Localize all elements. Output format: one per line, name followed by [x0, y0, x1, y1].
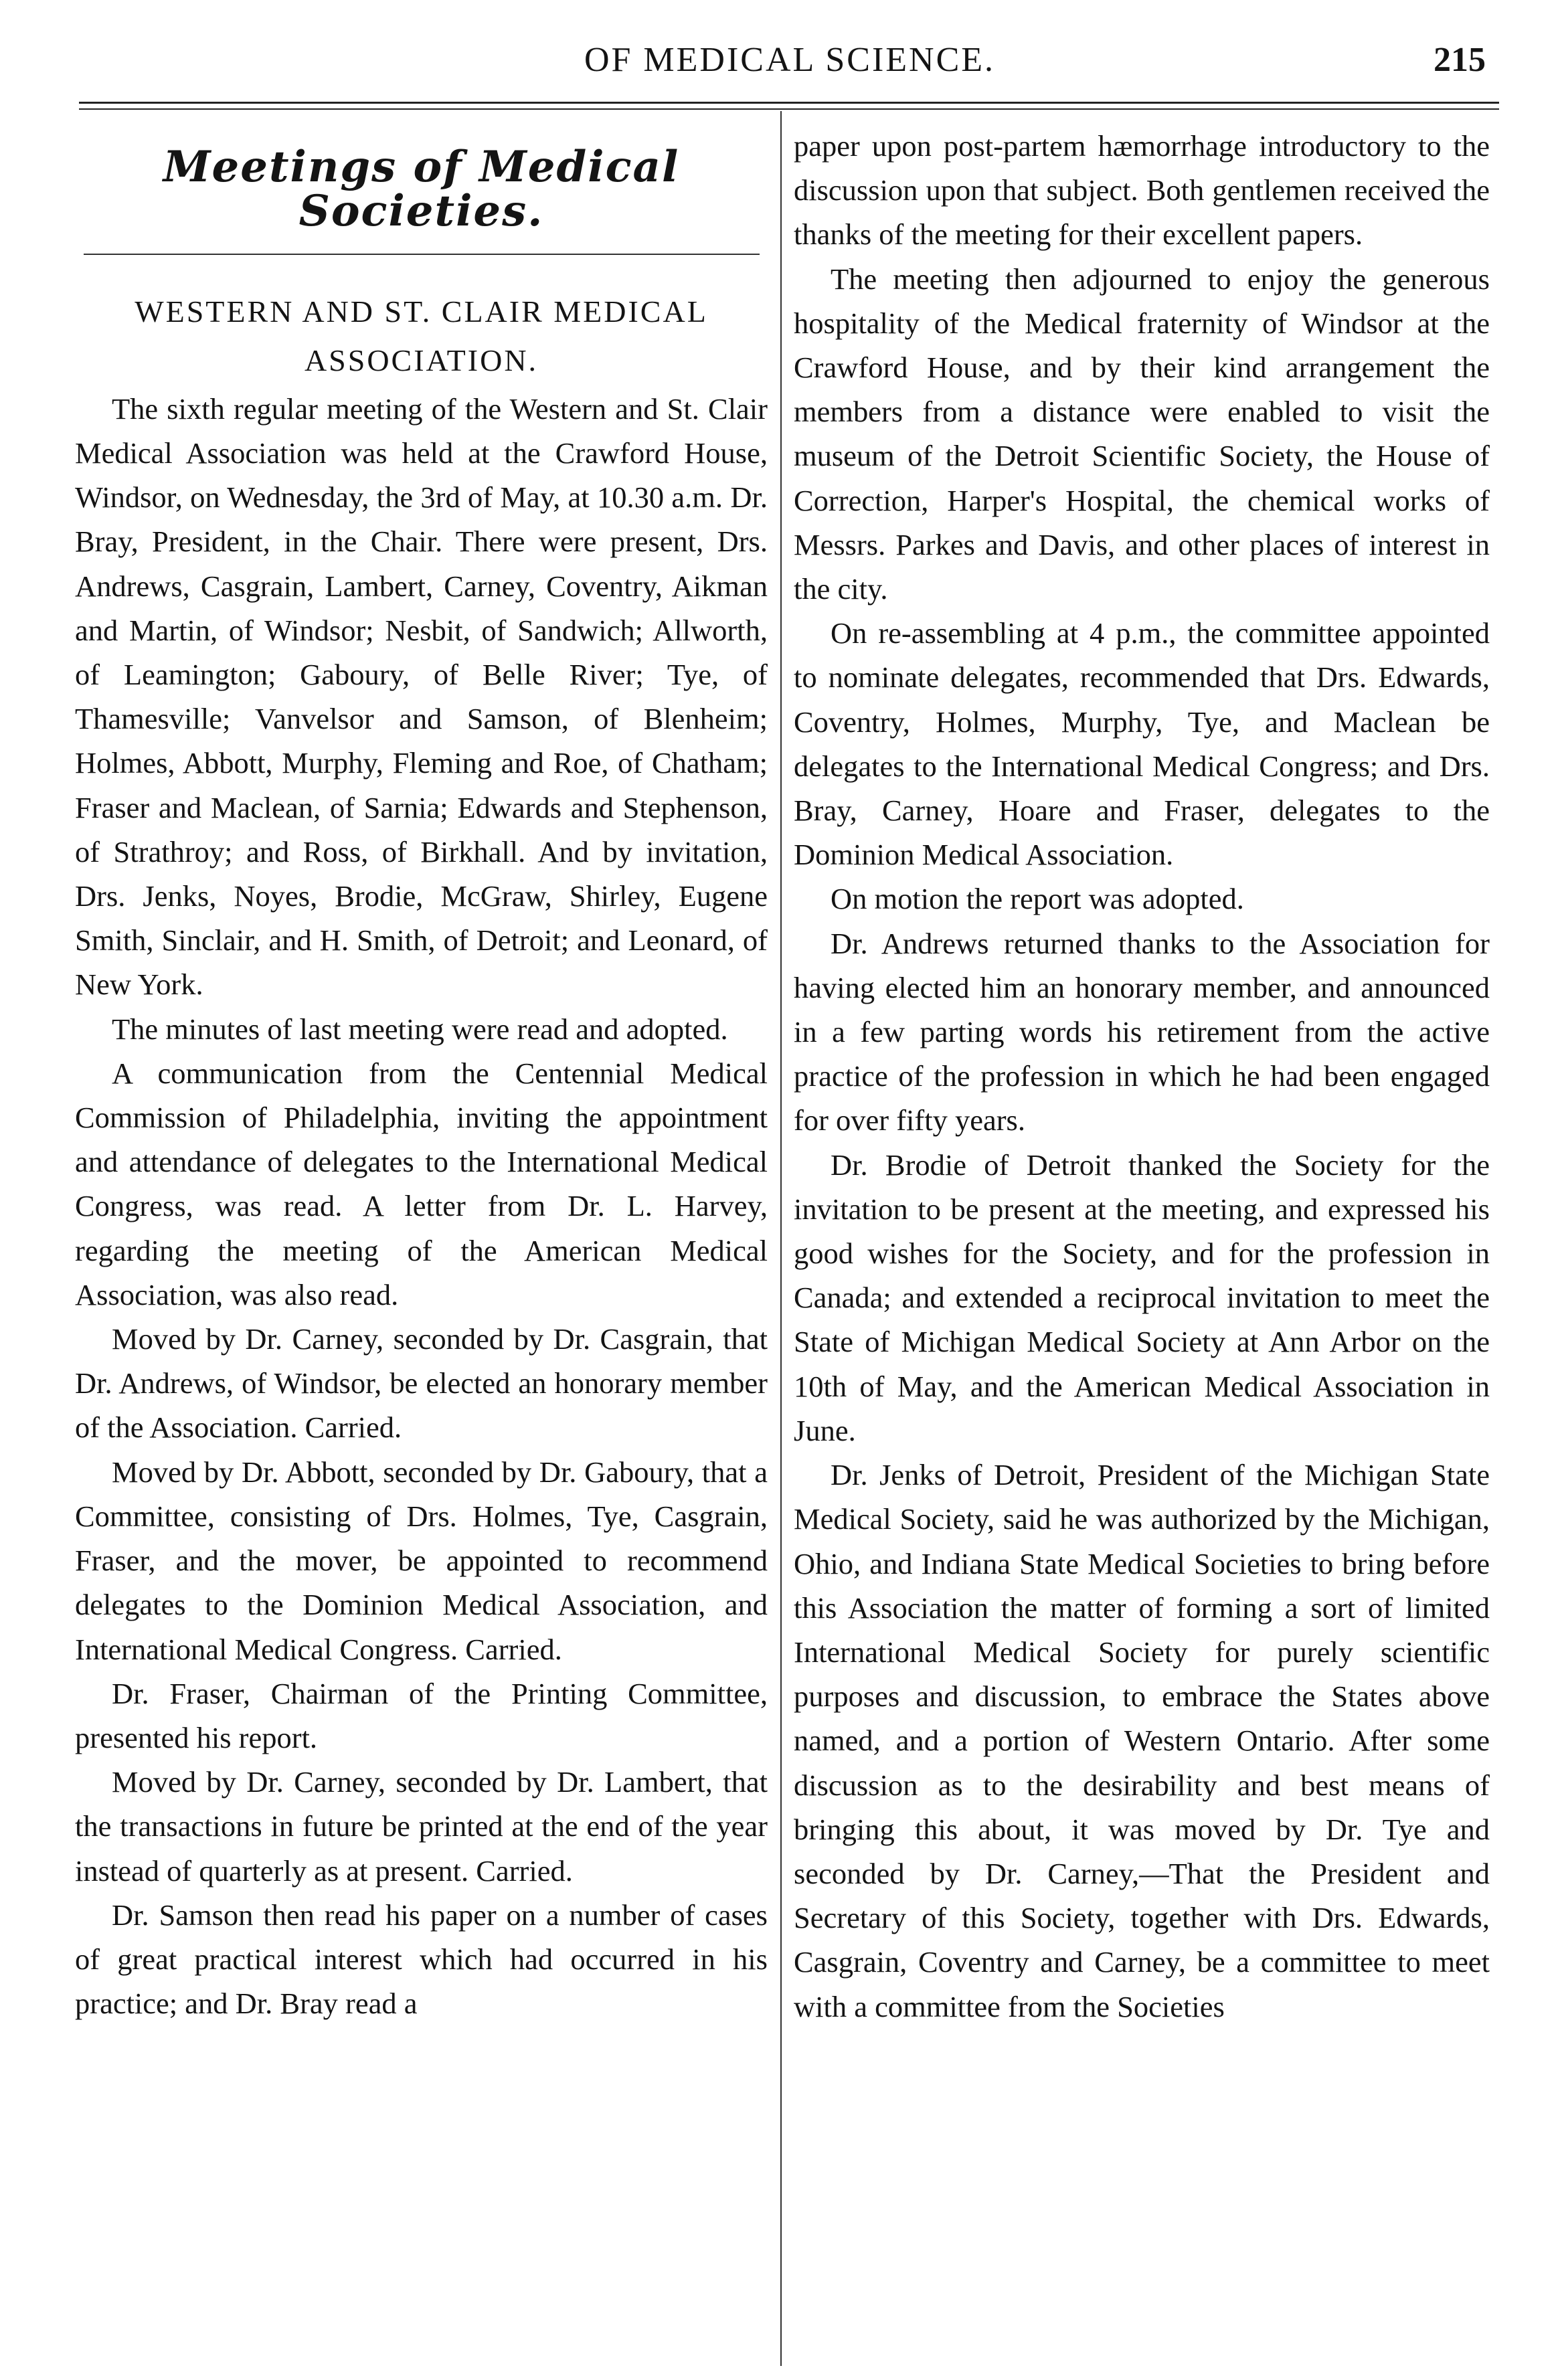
section-heading-rule — [84, 254, 760, 255]
paragraph-attendance: The sixth regular meeting of the Western and St. Clair Medical Association was held at the Crawford House, Windsor, on Wednesday, the 3rd of May, at 10.30 a.m. Dr. Bray, President, in the Chair. There were present, Drs. Andrews, Casgrain, Lambert, Carney, Coventry, Aikman and Martin, of Windsor; Nesbit, of Sandwich; Allworth, of Leamington; Gaboury, of Belle River; Tye, of Thamesville; Vanvelsor and Samson, of Blenheim; Holmes, Abbott, Murphy, Fleming and Roe, of Chatham; Fraser and Maclean, of Sarnia; Edwards and Stephenson, of Strathroy; and Ross, of Birkhall. And by invitation, Drs. Jenks, Noyes, Brodie, McGraw, Shirley, Eugene Smith, Sinclair, and H. Smith, of Detroit; and Leonard, of New York. — [75, 391, 768, 1002]
paragraph-motion-printing: Moved by Dr. Carney, seconded by Dr. Lambert, that the transactions in future be printed at the end of the year instead of quarterly as at present. Carried. — [75, 1765, 768, 1888]
paragraph-communication: A communication from the Centennial Medical Commission of Philadelphia, inviting the appointment and attendance of delegates to the International Medical Congress, was read. A letter from Dr. L. Harvey, regarding the meeting of the American Medical Association, was also read. — [75, 1056, 768, 1311]
header-rule-bottom — [79, 108, 1499, 110]
header-rule-top — [79, 102, 1499, 104]
paragraph-minutes: The minutes of last meeting were read and adopted. — [112, 1012, 728, 1046]
article-title-line-2: ASSOCIATION. — [304, 343, 539, 377]
paragraph-motion-committee: Moved by Dr. Abbott, seconded by Dr. Gaboury, that a Committee, consisting of Drs. Holmes, Tye, Casgrain, Fraser, and the mover, be appointed to recommend delegates to the Dominion Medical Association, and International Medical Congress. Carried. — [75, 1455, 768, 1666]
paragraph-adjournment: The meeting then adjourned to enjoy the generous hospitality of the Medical fraternity of Windsor at the Crawford House, and by their kind arrangement the members from a distance were enabled to visit the museum of the Detroit Scientific Society, the House of Correction, Harper's Hospital, the chemical works of Messrs. Parkes and Davis, and other places of interest in the city. — [794, 262, 1490, 606]
right-column — [794, 124, 1490, 2029]
paragraph-brodie-invitation: Dr. Brodie of Detroit thanked the Society for the invitation to be present at the meeting, and expressed his good wishes for the Society, and for the profession in Canada; and extended a reciprocal invitation to meet the State of Michigan Medical Society at Ann Arbor on the 10th of May, and the American Medical Association in June. — [794, 1148, 1490, 1447]
running-header — [80, 33, 1499, 87]
page-number: 215 — [1434, 41, 1486, 79]
paragraph-printing-report: Dr. Fraser, Chairman of the Printing Committee, presented his report. — [75, 1676, 768, 1754]
paragraph-andrews-thanks: Dr. Andrews returned thanks to the Association for having elected him an honorary member, and announced in a few parting words his retirement from the active practice of the profession in which he had been engaged for over fifty years. — [794, 926, 1490, 1137]
running-title: OF MEDICAL SCIENCE. — [584, 41, 996, 79]
paragraph-jenks-proposal: Dr. Jenks of Detroit, President of the Michigan State Medical Society, said he was authorized by the Michigan, Ohio, and Indiana State Medical Societies to bring before this Association the matter of forming a sort of limited International Medical Society for purely scientific purposes and discussion, to embrace the States above named, and a portion of Western Ontario. After some discussion as to the desirability and best means of bringing this about, it was moved by Dr. Tye and seconded by Dr. Carney,—That the President and Secretary of this Society, together with Drs. Edwards, Casgrain, Coventry and Carney, be a committee to meet with a committee from the Societies — [794, 1458, 1490, 2023]
paragraph-delegates-report: On re-assembling at 4 p.m., the committee appointed to nominate delegates, recommended that Drs. Edwards, Coventry, Holmes, Murphy, Tye, and Maclean be delegates to the International Medical Congress; and Drs. Bray, Carney, Hoare and Fraser, delegates to the Dominion Medical Association. — [794, 616, 1490, 872]
paragraph-report-adopted: On motion the report was adopted. — [831, 882, 1244, 916]
article-title-line-1: WESTERN AND ST. CLAIR MEDICAL — [135, 294, 708, 329]
column-divider — [780, 111, 782, 2366]
paragraph-motion-honorary-member: Moved by Dr. Carney, seconded by Dr. Casgrain, that Dr. Andrews, of Windsor, be elected an honorary member of the Association. Carried. — [75, 1322, 768, 1445]
section-heading: Meetings of Medical Societies. — [163, 142, 680, 237]
left-column — [75, 124, 768, 2025]
paragraph-papers-continued: paper upon post-partem hæmorrhage introductory to the discussion upon that subject. Both gentlemen received the thanks of the meeting for their excellent papers. — [794, 129, 1490, 252]
paragraph-papers-read: Dr. Samson then read his paper on a number of cases of great practical interest which had occurred in his practice; and Dr. Bray read a — [75, 1898, 768, 2021]
